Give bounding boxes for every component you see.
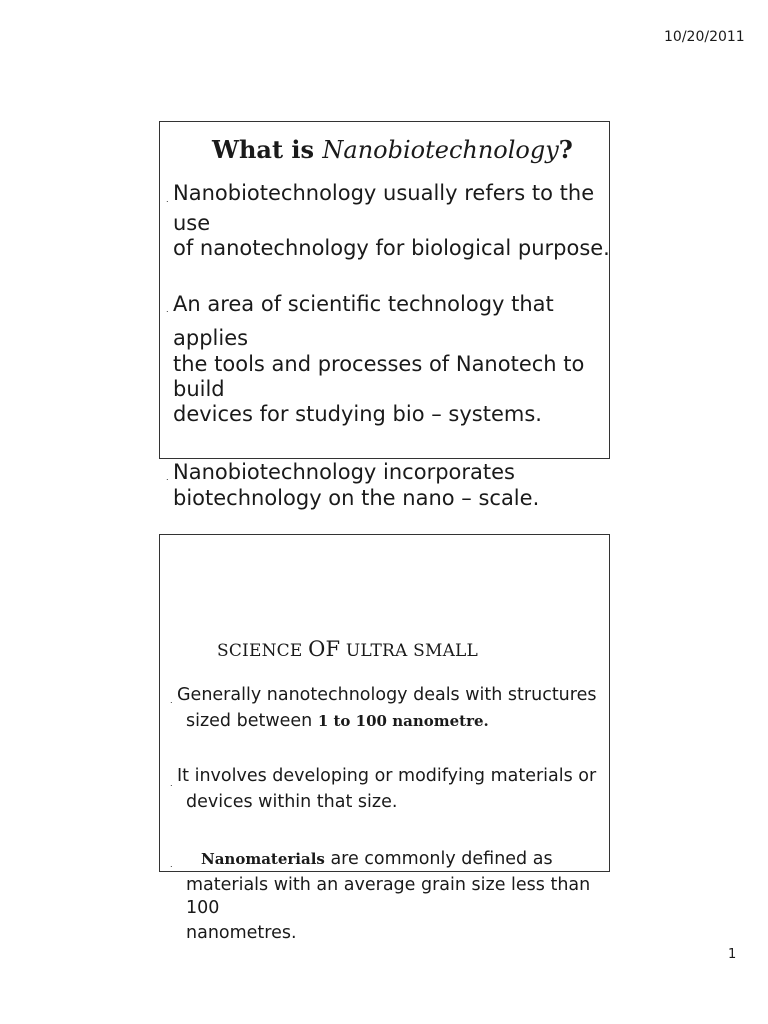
slide-1-p2-line-1: An area of scientific technology that	[173, 292, 554, 316]
bullet-marker: .	[170, 696, 173, 705]
slide-1-p1-line-2: use	[173, 211, 211, 235]
bullet-marker: .	[170, 860, 173, 869]
slide-2-p3-line-2: materials with an average grain size less than	[186, 875, 591, 895]
slide-2-p3-line-3: 100	[186, 898, 220, 918]
page-number: 1	[728, 947, 737, 962]
slide-2-p1-line-2: sized between 1 to 100 nanometre.	[186, 711, 489, 731]
slide-2-p2-line-1: It involves developing or modifying materials or	[177, 766, 597, 786]
slide-1-p3-line-2: biotechnology on the nano – scale.	[173, 486, 540, 510]
bullet-marker: .	[170, 779, 173, 788]
slide-1-p1-line-1: Nanobiotechnology usually refers to the	[173, 181, 595, 205]
bullet-marker: .	[166, 195, 169, 204]
slide-1-p2-line-2: applies	[173, 326, 249, 350]
slide-1-title: What is Nanobiotechnology?	[212, 135, 573, 164]
slide-2-p3-line-4: nanometres.	[186, 923, 297, 943]
slide-1-p2-line-4: build	[173, 377, 225, 401]
slide-1-p2-line-5: devices for studying bio – systems.	[173, 402, 542, 426]
slide-1-p2-line-3: the tools and processes of Nanotech to	[173, 352, 585, 376]
slide-1-p3-line-1: Nanobiotechnology incorporates	[173, 460, 515, 484]
bullet-marker: .	[166, 305, 169, 314]
slide-2-title: SCIENCE OF ULTRA SMALL	[217, 637, 479, 661]
slide-1-p1-line-3: of nanotechnology for biological purpose.	[173, 236, 610, 260]
date-stamp: 10/20/2011	[664, 29, 745, 45]
bullet-marker: .	[166, 473, 169, 482]
slide-2-p2-line-2: devices within that size.	[186, 792, 398, 812]
slide-2-p3-line-1: Nanomaterials are commonly defined as	[201, 849, 553, 869]
slide-2-p1-line-1: Generally nanotechnology deals with structures	[177, 685, 597, 705]
